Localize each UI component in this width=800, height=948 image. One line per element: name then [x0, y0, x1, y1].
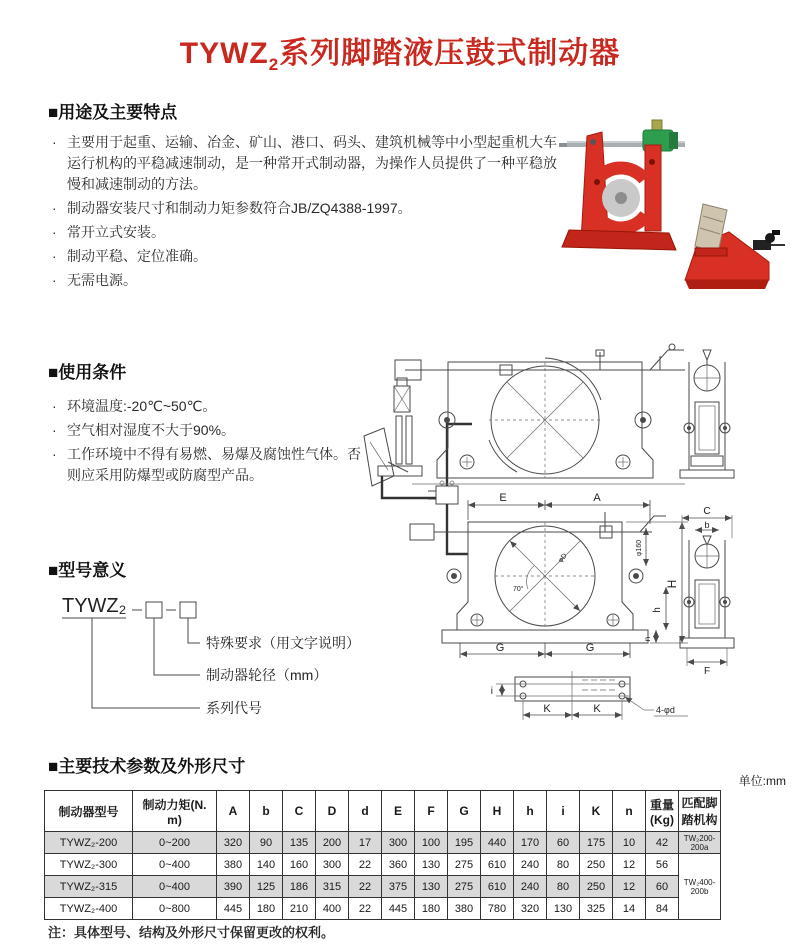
table-cell: 250 [580, 876, 613, 898]
table-cell: 90 [250, 832, 283, 854]
column-header-mechanism: 匹配脚踏机构 [679, 791, 721, 832]
table-cell: 175 [580, 832, 613, 854]
table-cell: 440 [481, 832, 514, 854]
table-cell: 14 [613, 898, 646, 920]
title-rest: 系列脚踏液压鼓式制动器 [279, 37, 621, 71]
model-label-special: 特殊要求（用文字说明） [206, 635, 360, 651]
table-cell: 240 [514, 854, 547, 876]
bullet-marker: · [52, 134, 57, 150]
table-cell: 300 [316, 854, 349, 876]
table-cell: 100 [415, 832, 448, 854]
table-cell-model: TYWZ₂-300 [45, 854, 133, 876]
dim-label-A: A [593, 492, 601, 504]
table-cell: 80 [547, 876, 580, 898]
bullet-marker: · [52, 446, 57, 462]
table-cell: 315 [316, 876, 349, 898]
table-cell: 375 [382, 876, 415, 898]
column-header: n [613, 791, 646, 832]
table-cell: 60 [547, 832, 580, 854]
table-cell: 130 [415, 854, 448, 876]
table-cell: 186 [283, 876, 316, 898]
params-table [44, 790, 787, 920]
table-cell: 22 [349, 854, 382, 876]
dim-label-phi160: φ160 [636, 539, 643, 557]
dim-label-n: n [643, 636, 652, 642]
brake-side-view-dimensioned [680, 506, 734, 677]
table-cell: 10 [613, 832, 646, 854]
bullet-marker: · [52, 398, 57, 414]
table-cell: 0~400 [133, 876, 217, 898]
dim-label-holes: 4-φd [656, 705, 675, 715]
table-cell: 12 [613, 854, 646, 876]
table-cell-mechanism-merged: TW₂400-200b [679, 854, 721, 920]
model-label-series: 系列代号 [206, 700, 262, 716]
table-cell: 380 [217, 854, 250, 876]
params-heading: ■主要技术参数及外形尺寸 [48, 757, 246, 776]
dim-label-C: C [703, 506, 711, 517]
table-cell-model: TYWZ₂-315 [45, 876, 133, 898]
conditions-list [52, 396, 374, 489]
brake-side-view-top [680, 350, 734, 478]
dim-label-E: E [499, 492, 507, 504]
features-list [52, 132, 557, 294]
column-header: K [580, 791, 613, 832]
column-header: b [250, 791, 283, 832]
conditions-heading: ■使用条件 [48, 363, 127, 382]
table-header-row [45, 791, 787, 832]
table-cell: 135 [283, 832, 316, 854]
table-cell: 210 [283, 898, 316, 920]
column-header: A [217, 791, 250, 832]
base-plate-plan-drawing [491, 671, 688, 720]
table-cell: 160 [283, 854, 316, 876]
column-header: D [316, 791, 349, 832]
table-cell: 170 [514, 832, 547, 854]
bullet-marker: · [52, 272, 57, 288]
dim-label-H: H [665, 579, 679, 589]
table-cell: 445 [382, 898, 415, 920]
foot-pedal-photo [685, 204, 785, 289]
feature-item [52, 222, 557, 243]
table-cell: 130 [547, 898, 580, 920]
title-prefix: TYWZ [179, 37, 269, 71]
table-cell: 300 [382, 832, 415, 854]
table-cell: 320 [514, 898, 547, 920]
model-code-text: TYWZ₂ [62, 595, 127, 617]
page-title [0, 28, 800, 75]
column-header: h [514, 791, 547, 832]
dim-label-i: i [490, 686, 493, 697]
table-cell: 84 [646, 898, 679, 920]
feature-item [52, 198, 557, 219]
table-cell: 140 [250, 854, 283, 876]
feature-text: 无需电源。 [67, 272, 137, 288]
table-cell: 320 [217, 832, 250, 854]
feature-item [52, 132, 557, 195]
table-cell: 56 [646, 854, 679, 876]
model-meaning-heading: ■型号意义 [48, 561, 127, 580]
table-cell-model: TYWZ₂-200 [45, 832, 133, 854]
column-header-torque: 制动力矩(N. m) [133, 791, 217, 832]
column-header: C [283, 791, 316, 832]
table-cell: 610 [481, 876, 514, 898]
dim-label-angle: 70° [513, 586, 524, 593]
feature-item [52, 270, 557, 291]
table-cell: 400 [316, 898, 349, 920]
dim-label-h: h [652, 607, 663, 613]
dim-label-F: F [703, 666, 711, 677]
product-photo [557, 112, 795, 302]
column-header: F [415, 791, 448, 832]
dim-label-phiD: φD [557, 552, 569, 565]
table-row [45, 898, 787, 920]
feature-text: 主要用于起重、运输、冶金、矿山、港口、码头、建筑机械等中小型起重机大车运行机构的平稳减速制动，是一种常开式制动器，为操作人员提供了一种平稳放慢和减速制动的方法。 [67, 134, 557, 192]
table-cell: 610 [481, 854, 514, 876]
table-cell: 12 [613, 876, 646, 898]
bullet-marker: · [52, 422, 57, 438]
table-cell: 275 [448, 876, 481, 898]
table-cell: 390 [217, 876, 250, 898]
table-cell: 42 [646, 832, 679, 854]
table-cell: 0~800 [133, 898, 217, 920]
table-cell-model: TYWZ₂-400 [45, 898, 133, 920]
column-header: H [481, 791, 514, 832]
model-label-wheel: 制动器轮径（mm） [206, 667, 328, 683]
table-cell: 360 [382, 854, 415, 876]
table-cell: 195 [448, 832, 481, 854]
table-cell: 380 [448, 898, 481, 920]
table-cell: 250 [580, 854, 613, 876]
pedal-pump-drawing [364, 378, 472, 554]
dim-label-K2: K [593, 703, 601, 715]
feature-text: 常开立式安装。 [67, 224, 165, 240]
column-header-model: 制动器型号 [45, 791, 133, 832]
table-cell: 180 [250, 898, 283, 920]
table-cell: 22 [349, 876, 382, 898]
condition-text: 环境温度:-20℃~50℃。 [67, 398, 217, 414]
dim-label-G2: G [585, 642, 595, 654]
bullet-marker: · [52, 248, 57, 264]
brake-front-view-dimensioned [410, 492, 688, 658]
table-cell: 780 [481, 898, 514, 920]
condition-text: 工作环境中不得有易燃、易爆及腐蚀性气体。否则应采用防爆型或防腐型产品。 [67, 446, 361, 483]
table-cell-mechanism: TW₂200-200a [679, 832, 721, 854]
table-cell: 445 [217, 898, 250, 920]
table-cell: 60 [646, 876, 679, 898]
table-cell: 22 [349, 898, 382, 920]
table-cell: 0~400 [133, 854, 217, 876]
footer-note: 注：具体型号、结构及外形尺寸保留更改的权利。 [48, 925, 335, 940]
condition-item [52, 420, 374, 441]
bullet-marker: · [52, 200, 57, 216]
table-cell: 240 [514, 876, 547, 898]
table-row [45, 876, 787, 898]
brake-front-view-top [395, 344, 685, 484]
column-header: G [448, 791, 481, 832]
unit-note: 单位:mm [738, 774, 786, 788]
column-header: i [547, 791, 580, 832]
table-cell: 17 [349, 832, 382, 854]
table-row [45, 854, 787, 876]
brake-assembly-photo [559, 120, 685, 250]
column-header: d [349, 791, 382, 832]
features-heading: ■用途及主要特点 [48, 103, 178, 122]
condition-item [52, 396, 374, 417]
feature-item [52, 246, 557, 267]
table-cell: 200 [316, 832, 349, 854]
bullet-marker: · [52, 224, 57, 240]
title-subscript: 2 [268, 55, 280, 75]
dim-label-G1: G [495, 642, 505, 654]
table-cell: 275 [448, 854, 481, 876]
column-header: E [382, 791, 415, 832]
table-cell: 130 [415, 876, 448, 898]
column-header-weight: 重量(Kg) [646, 791, 679, 832]
condition-text: 空气相对湿度不大于90%。 [67, 422, 236, 438]
table-cell: 80 [547, 854, 580, 876]
table-row [45, 832, 787, 854]
feature-text: 制动器安装尺寸和制动力矩参数符合JB/ZQ4388-1997。 [67, 200, 412, 216]
table-cell: 125 [250, 876, 283, 898]
table-cell: 325 [580, 898, 613, 920]
table-cell: 180 [415, 898, 448, 920]
condition-item [52, 444, 374, 486]
technical-drawing [350, 340, 800, 750]
dim-label-b: b [704, 520, 710, 530]
table-cell: 0~200 [133, 832, 217, 854]
feature-text: 制动平稳、定位准确。 [67, 248, 207, 264]
dim-label-K1: K [543, 703, 551, 715]
